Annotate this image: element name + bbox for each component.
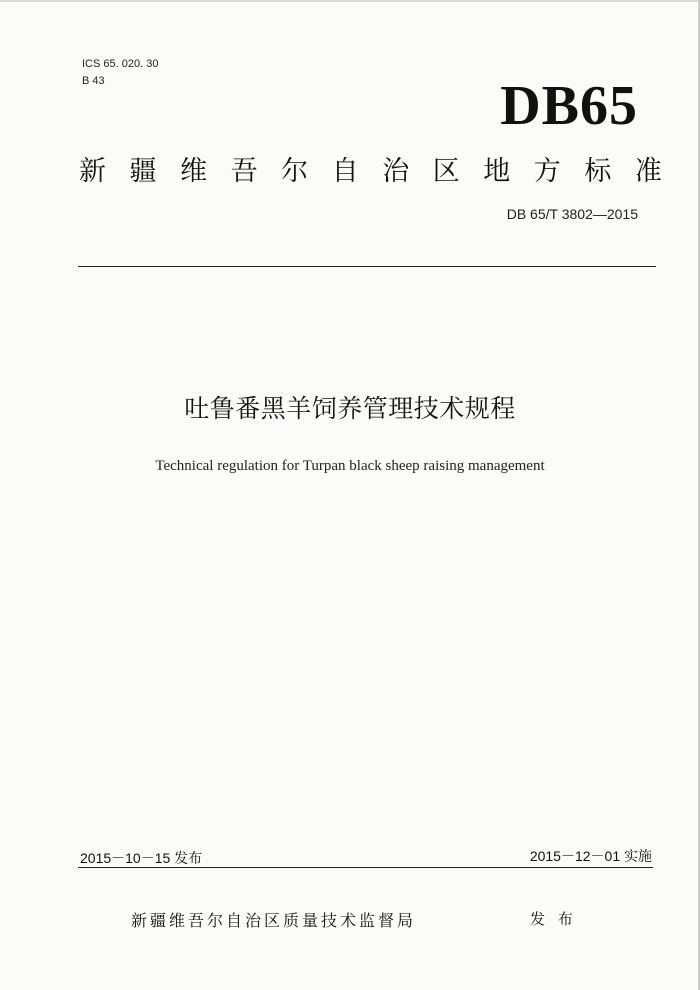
title-chinese: 吐鲁番黑羊饲养管理技术规程	[184, 394, 516, 423]
standard-type-char: 准	[634, 156, 662, 187]
standard-type-char: 维	[180, 156, 208, 187]
header-divider	[78, 266, 656, 267]
standard-type-heading	[79, 154, 662, 190]
standard-type-char: 尔	[281, 156, 309, 187]
standard-number: DB 65/T 3802—2015	[506, 206, 638, 222]
title-english: Technical regulation for Turpan black sheep raising management	[155, 458, 545, 474]
standard-type-char: 地	[483, 156, 511, 187]
standard-type-char: 自	[331, 156, 359, 187]
ics-code: ICS 65. 020. 30	[82, 58, 159, 70]
issue-date: 2015－10－15 发布	[80, 850, 203, 866]
standard-type-char: 标	[584, 156, 612, 187]
standard-type-char: 新	[79, 156, 106, 187]
implementation-date: 2015－12－01 实施	[529, 848, 652, 864]
standard-type-char: 方	[533, 156, 561, 187]
classification-code: B 43	[82, 75, 105, 87]
db-logo: DB65	[500, 75, 638, 137]
scan-edge-top	[0, 0, 700, 2]
publish-label: 发 布	[530, 910, 573, 928]
issuing-authority: 新疆维吾尔自治区质量技术监督局	[131, 911, 417, 930]
standard-type-char: 治	[382, 156, 410, 187]
standard-type-char: 区	[432, 156, 460, 187]
standard-type-char: 吾	[230, 156, 258, 187]
footer-divider	[78, 867, 653, 868]
standard-type-char: 疆	[129, 156, 157, 187]
